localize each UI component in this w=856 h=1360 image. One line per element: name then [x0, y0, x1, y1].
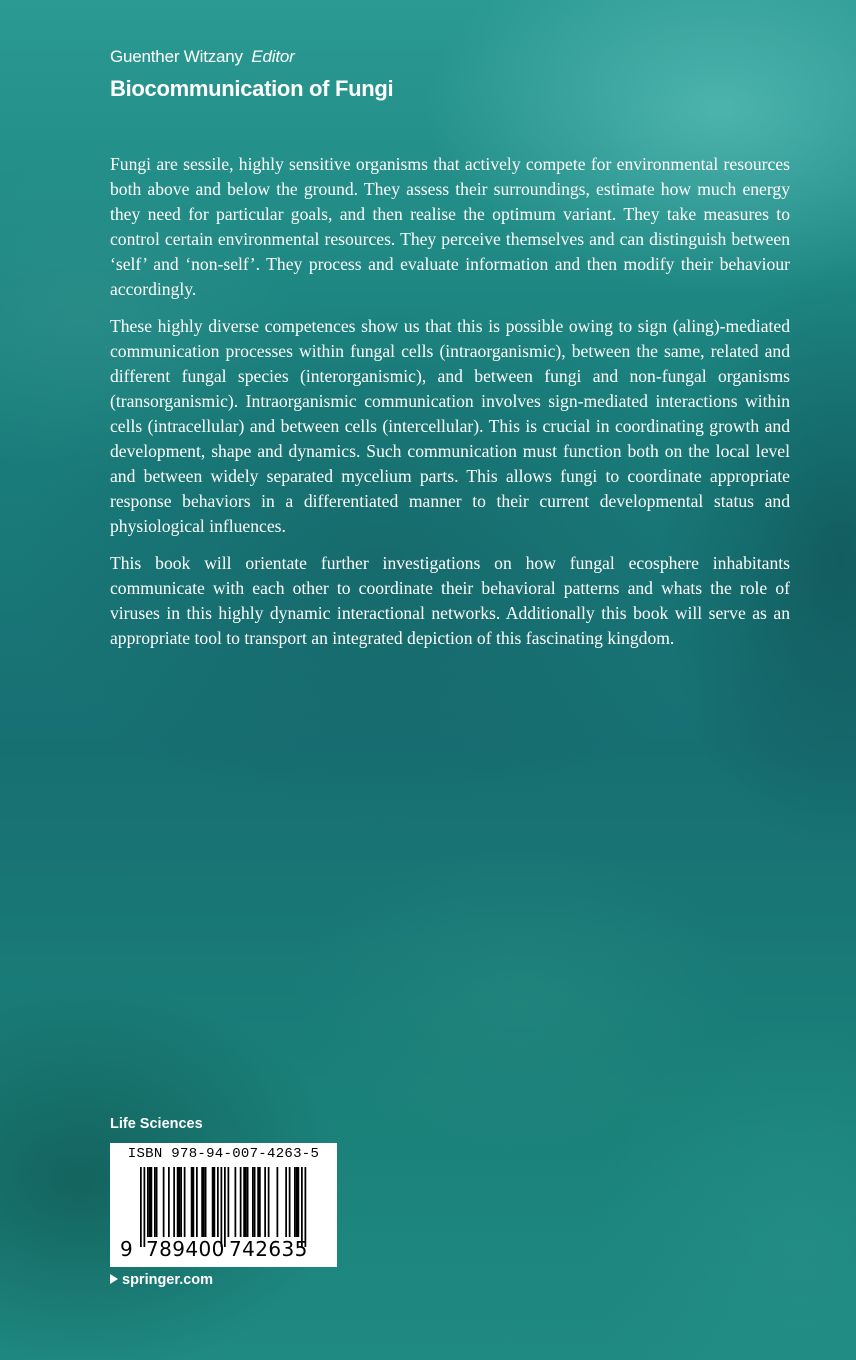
barcode-right-digits: 742635	[229, 1237, 308, 1261]
barcode-bar	[224, 1167, 226, 1247]
barcode-bar	[168, 1167, 170, 1237]
barcode-bar	[180, 1167, 182, 1237]
barcode-bar	[289, 1167, 291, 1237]
barcode-bar	[184, 1167, 186, 1237]
barcode-bar	[154, 1167, 156, 1237]
barcode-bar	[193, 1167, 195, 1237]
barcode-bar	[301, 1167, 303, 1247]
barcode-bar	[205, 1167, 207, 1237]
barcode-bar	[147, 1167, 149, 1237]
book-description	[110, 152, 790, 663]
description-paragraph: Fungi are sessile, highly sensitive organisms that actively compete for environmental resources both above and below the ground. They assess their surroundings, estimate how much energy they need for particular goals, and then realise the optimum variant. They take measures to control certain environmental resources. They perceive themselves and can distinguish between ‘self’ and ‘non-self’. They process and evaluate information and then modify their behaviour accordingly.	[110, 154, 790, 299]
isbn-label: ISBN 978-94-007-4263-5	[127, 1146, 320, 1162]
barcode-bar	[140, 1167, 142, 1247]
barcode-bar	[268, 1167, 270, 1237]
arrow-right-icon	[110, 1274, 118, 1284]
editor-role: Editor	[251, 47, 295, 66]
barcode-bar	[196, 1167, 198, 1237]
barcode-bar	[296, 1167, 298, 1237]
barcode-bar	[212, 1167, 214, 1237]
editor-line	[110, 47, 295, 67]
barcode-bar	[294, 1167, 296, 1237]
barcode-bar	[149, 1167, 151, 1237]
barcode-bar	[277, 1167, 279, 1237]
publisher-link-text: springer.com	[122, 1272, 214, 1288]
editor-name: Guenther Witzany	[110, 47, 243, 66]
barcode-bar	[177, 1167, 179, 1237]
description-paragraph: These highly diverse competences show us that this is possible owing to sign (aling)-mediated communication processes within fungal cells (intraorganismic), between the same, related and different fungal species (interorganismic), and between fungi and non-fungal organisms (transorganismic). Intraorganismic communication involves sign-mediated interactions within cells (intracellular) and between cells (intercellular). This is crucial in coordinating growth and development, shape and dynamics. Such communication must function both on the local level and between widely separated mycelium parts. This allows fungi to coordinate appropriate response behaviors in a differentiated manner to their current developmental status and physiological influences.	[110, 316, 790, 536]
barcode-bar	[173, 1167, 175, 1237]
barcode-bar	[191, 1167, 193, 1237]
barcode-bar	[285, 1167, 287, 1237]
barcode-bar	[257, 1167, 259, 1237]
barcode-bar	[259, 1167, 261, 1237]
barcode-bar	[235, 1167, 237, 1237]
barcode-bar	[217, 1167, 219, 1237]
barcode-bar	[240, 1167, 242, 1237]
barcode-bar	[151, 1167, 153, 1237]
barcode-first-digit: 9	[120, 1237, 133, 1261]
isbn-barcode	[110, 1143, 337, 1267]
barcode-bar	[243, 1167, 245, 1237]
barcode-bar	[203, 1167, 205, 1237]
barcode-bar	[247, 1167, 249, 1237]
barcode-bar	[245, 1167, 247, 1237]
barcode-bar	[221, 1167, 223, 1247]
book-title: Biocommunication of Fungi	[110, 76, 394, 101]
description-paragraph: This book will orientate further investigations on how fungal ecosphere inhabitants communicate with each other to coordinate their behavioral patterns and whats the role of viruses in this highly dynamic interactional networks. Additionally this book will serve as an appropriate tool to transport an integrated depiction of this fascinating kingdom.	[110, 553, 790, 648]
barcode-bar	[179, 1167, 181, 1237]
barcode-bar	[214, 1167, 216, 1237]
barcode-bar	[163, 1167, 165, 1237]
barcode-bar	[254, 1167, 256, 1237]
subject-category: Life Sciences	[110, 1116, 203, 1132]
barcode-bar	[252, 1167, 254, 1237]
barcode-bar	[305, 1167, 307, 1247]
barcode-bar	[298, 1167, 300, 1237]
barcode-left-digits: 789400	[146, 1237, 225, 1261]
barcode-bar	[264, 1167, 266, 1237]
barcode-bar	[201, 1167, 203, 1237]
publisher-link[interactable]	[110, 1272, 213, 1288]
barcode-bar	[228, 1167, 230, 1237]
barcode-bar	[144, 1167, 146, 1247]
barcode-bar	[156, 1167, 158, 1237]
